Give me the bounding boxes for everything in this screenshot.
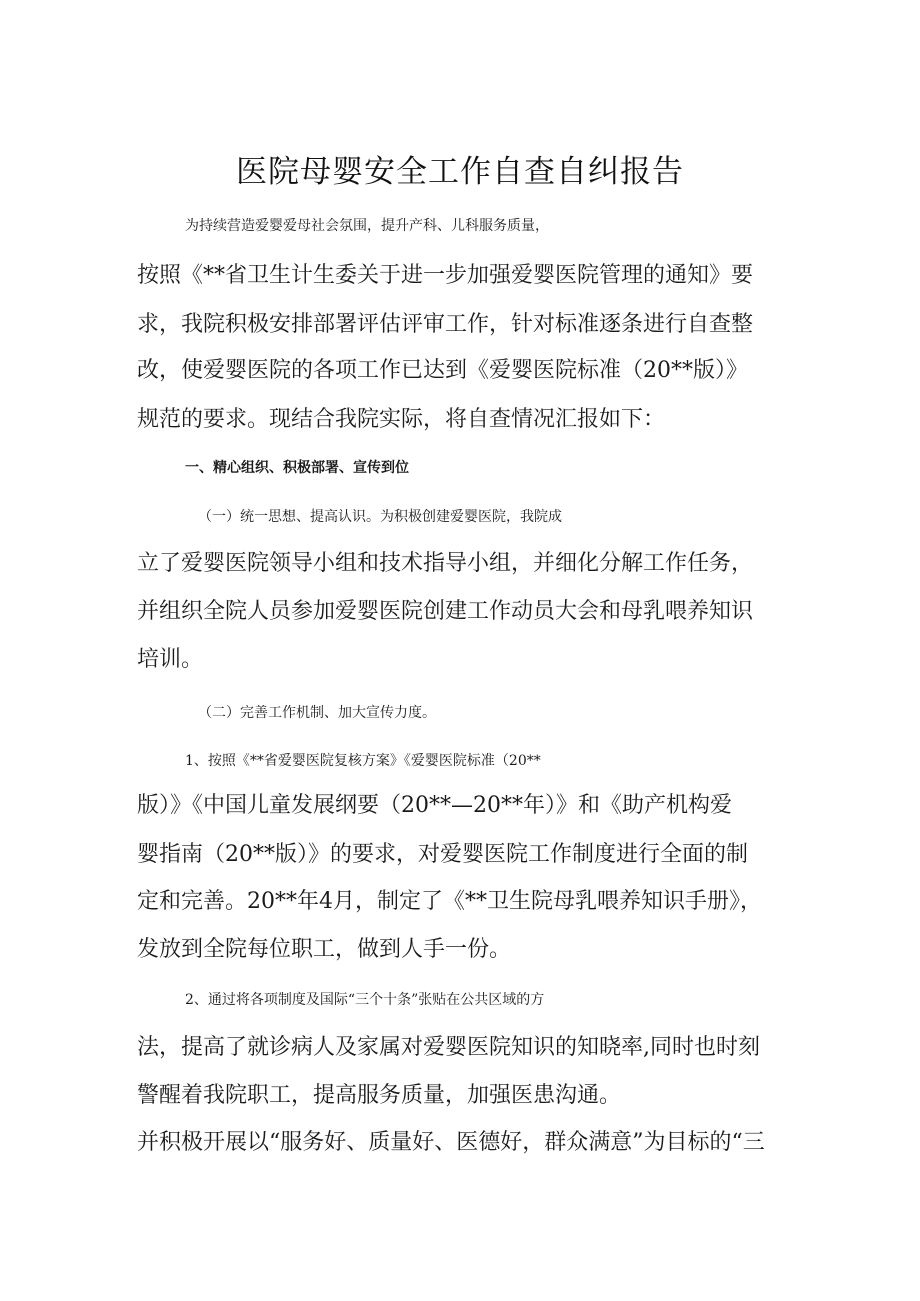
page-title: 医院母婴安全工作自查自纠报告 — [236, 154, 684, 190]
paragraph-line: 并组织全院人员参加爱婴医院创建工作动员大会和母乳喂养知识 — [137, 599, 754, 624]
paragraph-line: （一）统一思想、提高认识。为积极创建爱婴医院，我院成 — [198, 509, 562, 525]
paragraph-line: 培训。 — [137, 647, 204, 672]
paragraph-line: 婴指南（20**版）》的要求，对爱婴医院工作制度进行全面的制 — [137, 842, 748, 867]
paragraph-line: （二）完善工作机制、加大宣传力度。 — [198, 705, 436, 721]
section-heading: 一、精心组织、积极部署、宣传到位 — [185, 460, 409, 476]
paragraph-line: 法，提高了就诊病人及家属对爱婴医院知识的知晓率,同时也时刻 — [137, 1035, 760, 1060]
paragraph-line: 按照《**省卫生计生委关于进一步加强爱婴医院管理的通知》要 — [137, 263, 754, 288]
paragraph-line: 规范的要求。现结合我院实际，将自查情况汇报如下： — [137, 407, 666, 432]
paragraph-line: 2、通过将各项制度及国际“三个十条”张贴在公共区域的方 — [185, 992, 545, 1008]
paragraph-line: 立了爱婴医院领导小组和技术指导小组，并细化分解工作任务， — [137, 551, 754, 576]
paragraph-line: 求，我院积极安排部署评估评审工作，针对标准逐条进行自查整 — [137, 312, 754, 337]
paragraph-line: 1、按照《**省爱婴医院复核方案》《爱婴医院标准（20** — [185, 753, 541, 769]
paragraph-line: 定和完善。20**年4月，制定了《**卫生院母乳喂养知识手册》， — [137, 889, 762, 914]
paragraph-line: 版）》《中国儿童发展纲要（20**—20**年）》和《助产机构爱 — [137, 793, 732, 818]
paragraph-line: 并积极开展以“服务好、质量好、医德好，群众满意”为目标的“三 — [137, 1130, 765, 1155]
paragraph-line: 警醒着我院职工，提高服务质量，加强医患沟通。 — [137, 1083, 622, 1108]
paragraph-line: 发放到全院每位职工，做到人手一份。 — [137, 937, 512, 962]
paragraph-line: 为持续营造爱婴爱母社会氛围，提升产科、儿科服务质量， — [185, 218, 549, 234]
paragraph-line: 改，使爱婴医院的各项工作已达到《爱婴医院标准（20**版）》 — [137, 358, 748, 383]
